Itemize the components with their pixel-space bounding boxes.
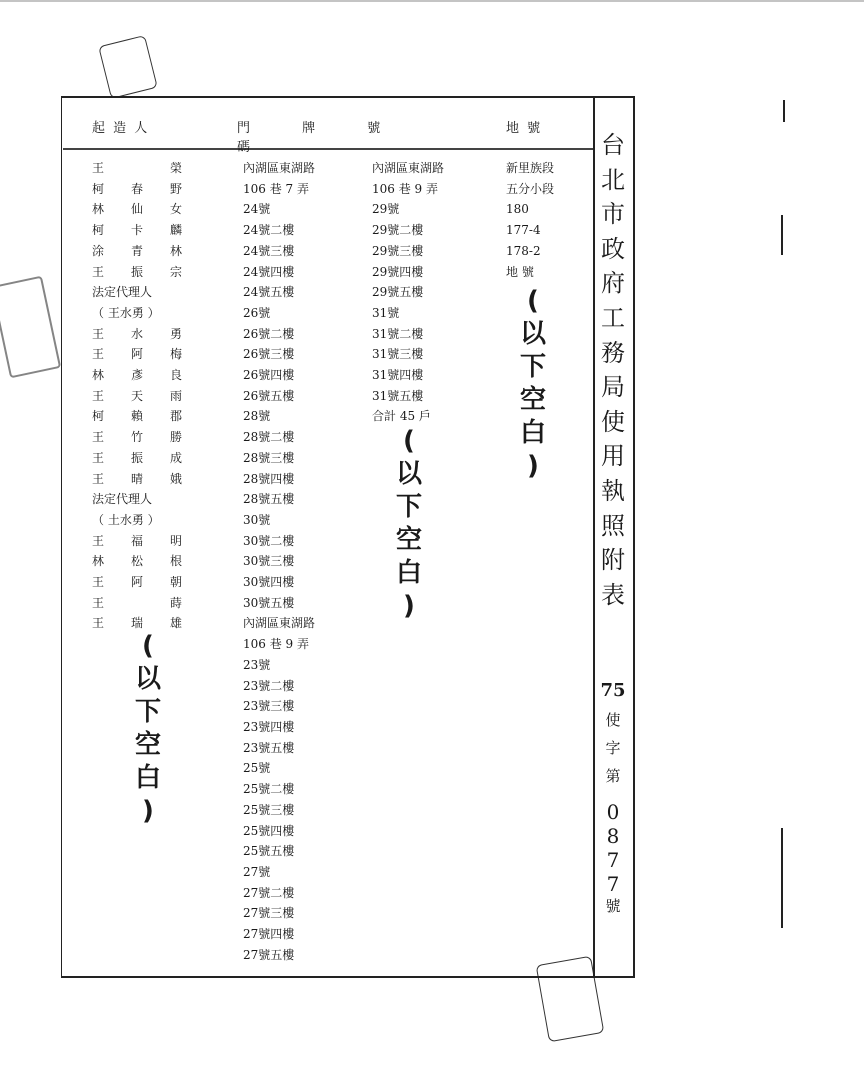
owner-row <box>92 324 182 345</box>
addresses-column-2 <box>372 158 444 427</box>
address-entry: 31號二樓 <box>372 326 424 341</box>
title-char: 府 <box>601 269 625 298</box>
address-entry: 23號四樓 <box>243 719 295 734</box>
owner-name-part: 女 <box>169 202 182 217</box>
address-entry: 內湖區東湖路 <box>372 161 445 175</box>
owner-row <box>92 158 182 179</box>
owner-row <box>92 406 182 427</box>
owner-name-part: 王 <box>92 264 105 279</box>
owner-name-part: 彥 <box>130 368 143 383</box>
address-entry: 29號三樓 <box>372 243 424 258</box>
title-char: 執 <box>601 476 625 505</box>
owner-row <box>92 179 182 200</box>
address-entry: 26號 <box>243 305 271 320</box>
owner-name-part: 梅 <box>169 347 182 362</box>
title-char: 使 <box>601 407 625 436</box>
owner-name-part: 蒔 <box>169 595 182 610</box>
owner-name-part: 王 <box>92 533 105 548</box>
license-type-char: 使 <box>605 711 621 729</box>
owner-name-part: 水 <box>130 326 143 341</box>
owner-name-part: 阿 <box>130 347 143 362</box>
address-entry: 106 巷 7 弄 <box>243 181 309 196</box>
header-lot-number: 地 號 <box>506 121 543 136</box>
owner-row <box>92 427 182 448</box>
address-entry: 28號五樓 <box>243 492 295 507</box>
address-entry: 內湖區東湖路 <box>243 161 316 175</box>
address-entry: 23號二樓 <box>243 678 295 693</box>
title-char: 局 <box>601 373 625 402</box>
owner-row <box>92 365 182 386</box>
owner-name-part: 春 <box>130 181 143 196</box>
address-entry: 31號五樓 <box>372 388 424 403</box>
owner-row <box>92 489 182 510</box>
blank-mark-char: 空 <box>519 385 546 415</box>
address-entry: 29號 <box>372 202 400 217</box>
owner-name-part: 王 <box>92 471 105 486</box>
blank-mark-char: 下 <box>395 492 422 522</box>
owner-name-part: 柯 <box>92 409 105 424</box>
owner-row <box>92 593 182 614</box>
address-entry: 27號五樓 <box>243 947 295 962</box>
owner-name-part: 林 <box>169 243 182 258</box>
address-entry: 26號三樓 <box>243 347 295 362</box>
owner-row <box>92 448 182 469</box>
address-entry: 30號四樓 <box>243 575 295 590</box>
owner-name-part: 阿 <box>130 575 143 590</box>
blank-mark-char: 空 <box>395 525 422 555</box>
address-entry: 26號五樓 <box>243 388 295 403</box>
address-entry: 28號二樓 <box>243 430 295 445</box>
owner-name-part: 林 <box>92 368 105 383</box>
license-digit: 0 <box>606 800 620 824</box>
owner-name-part: 榮 <box>169 161 182 175</box>
scan-right-edge-mark <box>781 215 783 255</box>
owner-name-part: 柯 <box>92 181 105 196</box>
owner-name-part: 成 <box>169 450 182 465</box>
address-entry: 25號三樓 <box>243 802 295 817</box>
owner-name-part: 竹 <box>130 430 143 445</box>
owner-name-part: 雄 <box>169 616 182 631</box>
address-entry: 31號 <box>372 305 400 320</box>
address-entry: 27號二樓 <box>243 885 295 900</box>
blank-mark-char: 下 <box>519 352 546 382</box>
address-entry: 24號 <box>243 202 271 217</box>
lot-number-entry: 177-4 <box>506 223 541 238</box>
owner-name-part: 娥 <box>169 471 182 486</box>
address-entry: 24號三樓 <box>243 243 295 258</box>
title-char: 工 <box>601 303 625 332</box>
owner-name-part: 林 <box>92 554 105 569</box>
blank-mark-char: ) <box>142 796 154 826</box>
blank-mark-char: ) <box>527 451 539 481</box>
blank-mark-char: 下 <box>134 697 161 727</box>
address-entry: 30號三樓 <box>243 554 295 569</box>
address-entry: 28號 <box>243 409 271 424</box>
owner-row <box>92 510 182 531</box>
owner-name-part: 王 <box>92 430 105 445</box>
address-entry: 29號二樓 <box>372 223 424 238</box>
address-entry: 24號五樓 <box>243 285 295 300</box>
license-type-char: 第 <box>605 767 621 785</box>
owner-name-part: 王 <box>92 161 105 175</box>
owner-name-part: 野 <box>169 181 182 196</box>
owner-name-part: 麟 <box>169 223 182 238</box>
address-entry: 內湖區東湖路 <box>243 616 316 631</box>
address-entry: 106 巷 9 弄 <box>372 181 438 196</box>
license-year: 75 <box>600 680 626 701</box>
owner-row <box>92 386 182 407</box>
license-type-char: 字 <box>605 739 621 757</box>
owner-name-part: 朝 <box>169 575 182 590</box>
address-entry: 26號二樓 <box>243 326 295 341</box>
title-char: 政 <box>601 234 625 263</box>
owner-row <box>92 344 182 365</box>
license-number <box>596 800 630 896</box>
owner-name-part: 王 <box>92 326 105 341</box>
lot-number-entry: 新里族段 <box>506 161 555 175</box>
address-entry: 24號四樓 <box>243 264 295 279</box>
owner-name-part: 振 <box>130 450 143 465</box>
owner-name-part: 王 <box>92 388 105 403</box>
owner-name-part: 松 <box>130 554 143 569</box>
owner-name-part: 青 <box>130 243 143 258</box>
title-char: 表 <box>601 580 625 609</box>
license-digit: 7 <box>606 848 620 872</box>
lot-number-entry: 五分小段 <box>506 181 555 196</box>
address-entry: 27號四樓 <box>243 927 295 942</box>
owner-name-part: 林 <box>92 202 105 217</box>
owner-name-part: 勇 <box>169 326 182 341</box>
address-entry: 29號四樓 <box>372 264 424 279</box>
owner-name-part: 雨 <box>169 388 182 403</box>
address-entry: 28號三樓 <box>243 450 295 465</box>
address-entry: 30號二樓 <box>243 533 295 548</box>
lot-number-entry: 178-2 <box>506 243 541 258</box>
address-entry: 25號五樓 <box>243 844 295 859</box>
address-entry: 23號五樓 <box>243 740 295 755</box>
owner-name-part: 王 <box>92 347 105 362</box>
address-entry: 31號三樓 <box>372 347 424 362</box>
blank-mark-char: 白 <box>395 558 422 588</box>
owner-name-part: 王 <box>92 616 105 631</box>
owner-name-part: 宗 <box>169 264 182 279</box>
title-char: 北 <box>601 165 625 194</box>
blank-below-mark-owners <box>131 630 165 828</box>
owner-name-part: 涂 <box>92 243 105 258</box>
owner-name-part: 根 <box>169 554 182 569</box>
address-entry: 28號四樓 <box>243 471 295 486</box>
owner-name-part: 瑞 <box>130 616 143 631</box>
owner-name-part: 賴 <box>130 409 143 424</box>
address-entry: 31號四樓 <box>372 368 424 383</box>
address-entry: 23號三樓 <box>243 699 295 714</box>
blank-mark-char: ) <box>403 591 415 621</box>
address-entry: 合計 45 戶 <box>372 409 431 424</box>
addresses-column-1 <box>243 158 315 965</box>
address-entry: 26號四樓 <box>243 368 295 383</box>
blank-mark-char: ( <box>142 631 154 661</box>
owner-row <box>92 572 182 593</box>
title-char: 務 <box>601 338 625 367</box>
owner-name-part: 郡 <box>169 409 182 424</box>
title-char: 附 <box>601 546 625 575</box>
license-digit: 7 <box>606 872 620 896</box>
owner-name-part: 良 <box>169 368 182 383</box>
address-entry: 29號五樓 <box>372 285 424 300</box>
owner-name-part: （ 王水勇 ） <box>92 305 160 320</box>
address-entry: 25號四樓 <box>243 823 295 838</box>
scan-left-binding-mark <box>0 276 61 379</box>
license-suffix: 號 <box>605 897 621 915</box>
owner-name-part: 王 <box>92 575 105 590</box>
owner-name-part: 法定代理人 <box>92 285 153 300</box>
address-entry: 23號 <box>243 657 271 672</box>
address-entry: 30號 <box>243 512 271 527</box>
blank-mark-char: 以 <box>134 664 161 694</box>
scan-right-edge-mark <box>783 100 785 122</box>
scan-top-edge-noise <box>0 0 864 2</box>
address-entry: 24號二樓 <box>243 223 295 238</box>
title-char: 照 <box>601 511 625 540</box>
blank-mark-char: 白 <box>134 763 161 793</box>
document-title-vertical <box>596 128 630 612</box>
owner-name-part: 王 <box>92 450 105 465</box>
title-char: 市 <box>601 200 625 229</box>
blank-mark-char: ( <box>403 426 415 456</box>
license-type-chars <box>596 706 630 790</box>
title-column-divider <box>593 98 595 978</box>
title-char: 台 <box>601 131 625 159</box>
owner-name-part: 法定代理人 <box>92 492 153 507</box>
address-entry: 25號二樓 <box>243 782 295 797</box>
owner-name-part: 晴 <box>130 471 143 486</box>
owner-row <box>92 199 182 220</box>
owner-row <box>92 241 182 262</box>
blank-mark-char: 以 <box>395 459 422 489</box>
owner-row <box>92 469 182 490</box>
owner-name-part: 福 <box>130 533 143 548</box>
blank-below-mark-lots <box>516 285 550 483</box>
lot-number-entry: 180 <box>506 202 529 217</box>
owner-row <box>92 262 182 283</box>
corner-stamp-top <box>98 35 158 99</box>
address-entry: 106 巷 9 弄 <box>243 637 309 652</box>
owner-name-part: 仙 <box>130 202 143 217</box>
license-digit: 8 <box>606 824 620 848</box>
blank-below-mark-addresses <box>392 425 426 623</box>
blank-mark-char: 以 <box>519 319 546 349</box>
title-char: 用 <box>601 442 625 471</box>
header-door-number-text: 門 牌 號 碼 <box>237 121 405 155</box>
owner-name-part: 勝 <box>169 430 182 445</box>
owner-name-part: 王 <box>92 595 105 610</box>
address-entry: 25號 <box>243 761 271 776</box>
owner-name-part: （ 土水勇 ） <box>92 512 160 527</box>
address-entry: 27號 <box>243 864 271 879</box>
owners-list <box>92 158 182 634</box>
lot-numbers-list <box>506 158 554 282</box>
header-builder: 起 造 人 <box>92 121 150 136</box>
owner-row <box>92 220 182 241</box>
blank-mark-char: 白 <box>519 418 546 448</box>
scan-right-edge-mark <box>781 828 783 928</box>
owner-row <box>92 551 182 572</box>
owner-row <box>92 282 182 303</box>
owner-name-part: 卡 <box>130 223 143 238</box>
blank-mark-char: ( <box>527 286 539 316</box>
owner-name-part: 柯 <box>92 223 105 238</box>
owner-name-part: 振 <box>130 264 143 279</box>
owner-name-part: 天 <box>130 388 143 403</box>
address-entry: 30號五樓 <box>243 595 295 610</box>
owner-row <box>92 531 182 552</box>
blank-mark-char: 空 <box>134 730 161 760</box>
address-entry: 27號三樓 <box>243 906 295 921</box>
header-door-number <box>237 117 417 155</box>
owner-name-part: 明 <box>169 533 182 548</box>
owner-row <box>92 303 182 324</box>
lot-number-entry: 地 號 <box>506 264 534 279</box>
